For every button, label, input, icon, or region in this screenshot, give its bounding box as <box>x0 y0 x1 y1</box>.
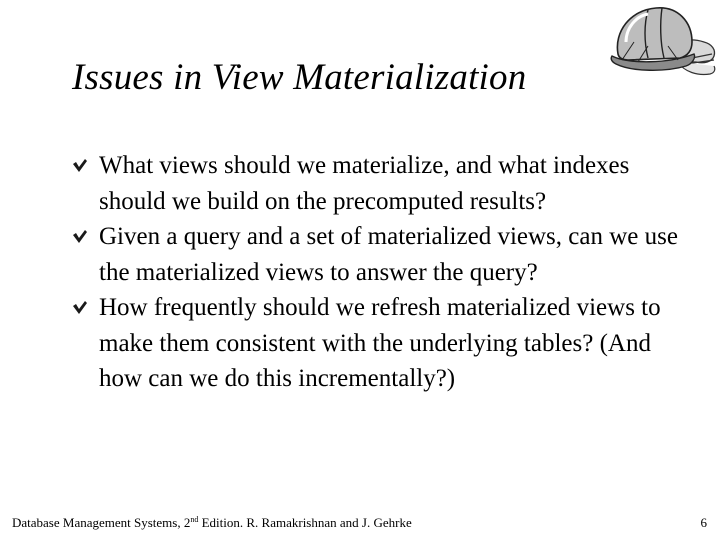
page-number: 6 <box>700 515 707 530</box>
bullet-text: Given a query and a set of materialized views, can we use the materialized views to answer the query? <box>99 223 678 286</box>
footer-text-post: Edition. R. Ramakrishnan and J. Gehrke <box>198 515 412 530</box>
bullet-item <box>72 148 692 219</box>
footer-ordinal-suffix: nd <box>190 515 199 524</box>
hard-hat-icon <box>608 2 718 84</box>
bullet-item <box>72 219 692 290</box>
checkmark-bullet-icon <box>72 301 88 315</box>
bullet-text: What views should we materialize, and what indexes should we build on the precomputed results? <box>99 152 630 215</box>
checkmark-bullet-icon <box>72 159 88 173</box>
bullet-list <box>72 148 692 397</box>
slide-title: Issues in View Materialization <box>72 57 527 98</box>
bullet-text: How frequently should we refresh materialized views to make them consistent with the underlying tables? (And how can we do this incrementally?) <box>99 294 661 392</box>
bullet-item <box>72 290 692 397</box>
footer-text-pre: Database Management Systems, 2 <box>12 515 191 530</box>
slide-footer <box>12 515 412 531</box>
checkmark-bullet-icon <box>72 230 88 244</box>
